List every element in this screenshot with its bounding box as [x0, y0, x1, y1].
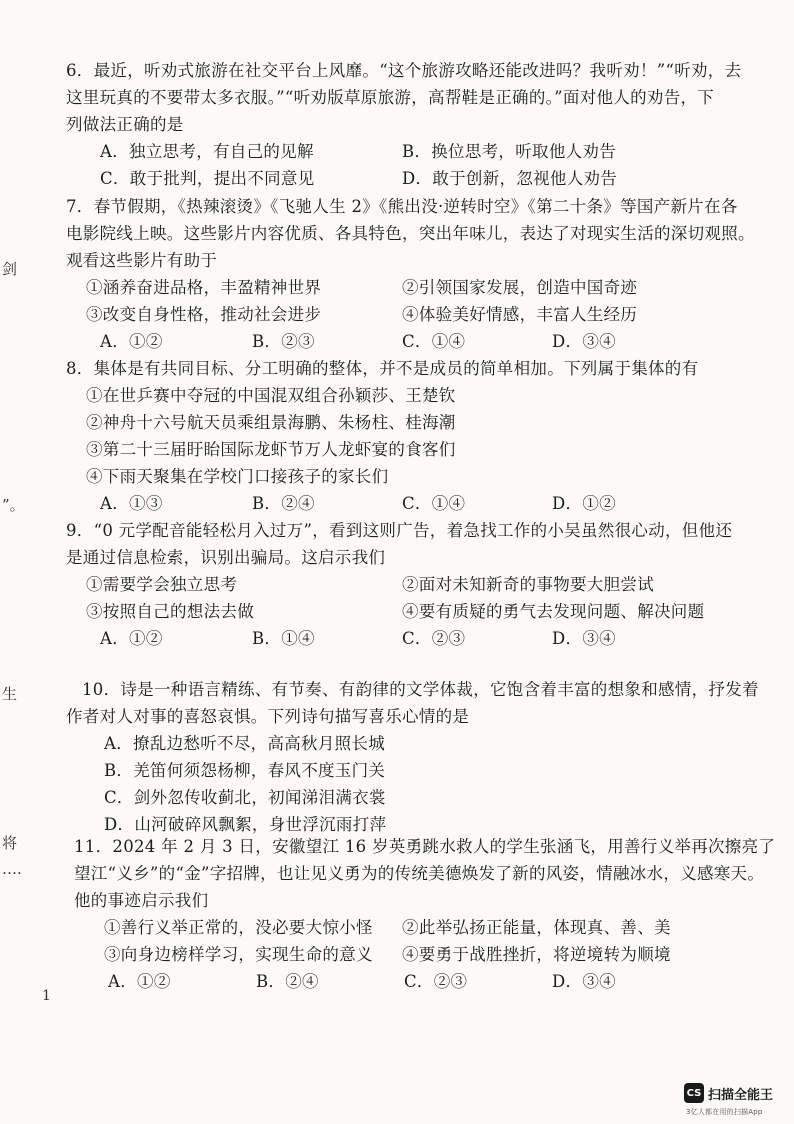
question-stem: 11．2024 年 2 月 3 日，安徽望江 16 岁英勇跳水救人的学生张涵飞，用善行义举再次擦亮了: [74, 837, 776, 856]
answer-c: C．①④: [402, 494, 466, 513]
answer-b: B．②③: [252, 332, 315, 351]
answer-d: D．①②: [552, 494, 616, 513]
option-c: C．敢于批判，提出不同意见: [100, 169, 315, 188]
scanner-watermark: [684, 1083, 773, 1103]
statement-item: ③改变自身性格，推动社会进步: [86, 305, 322, 324]
statement-item: ①涵养奋进品格，丰盈精神世界: [86, 278, 322, 297]
answer-a: A．①②: [100, 629, 163, 648]
page-number: 1: [42, 988, 51, 1004]
margin-mark: 剑: [2, 260, 18, 278]
question-stem: 这里玩真的不要带太多衣服。”“听劝版草原旅游，高帮鞋是正确的。”面对他人的劝告，下: [66, 88, 715, 107]
camscanner-logo-icon: CS: [684, 1083, 704, 1103]
answer-b: B．①④: [252, 629, 315, 648]
option-c: C．剑外忽传收蓟北，初闻涕泪满衣裳: [104, 788, 386, 807]
question-stem: 8．集体是有共同目标、分工明确的整体，并不是成员的简单相加。下列属于集体的有: [66, 359, 699, 378]
scanner-tagline: 3亿人都在用的扫描App: [686, 1108, 763, 1116]
statement-item: ①善行义举正常的，没必要大惊小怪: [104, 918, 373, 937]
margin-mark: ”。: [2, 496, 25, 514]
option-d: D．敢于创新，忽视他人劝告: [402, 169, 618, 188]
option-a: A．撩乱边愁听不尽，高高秋月照长城: [104, 734, 386, 753]
statement-item: ②面对未知新奇的事物要大胆尝试: [402, 575, 654, 594]
statement-item: ②此举弘扬正能量，体现真、善、美: [402, 918, 671, 937]
statement-item: ③第二十三届盱眙国际龙虾节万人龙虾宴的食客们: [86, 440, 456, 459]
statement-item: ④下雨天聚集在学校门口接孩子的家长们: [86, 467, 389, 486]
option-b: B．羌笛何须怨杨柳，春风不度玉门关: [104, 761, 386, 780]
question-stem: 7．春节假期，《热辣滚烫》《飞驰人生 2》《熊出没·逆转时空》《第二十条》等国产新片在各: [66, 197, 738, 216]
statement-item: ①需要学会独立思考: [86, 575, 238, 594]
margin-mark: 生: [2, 685, 18, 703]
answer-c: C．①④: [402, 332, 466, 351]
question-stem: 观看这些影片有助于: [66, 251, 218, 270]
answer-d: D．③④: [552, 332, 616, 351]
answer-a: A．①③: [100, 494, 163, 513]
question-stem: 作者对人对事的喜怒哀惧。下列诗句描写喜乐心情的是: [66, 707, 470, 726]
question-stem: 望江“义乡”的“金”字招牌，也让见义勇为的传统美德焕发了新的风姿，情融冰水，义感寒天。: [74, 864, 765, 883]
question-stem: 他的事迹启示我们: [74, 891, 209, 910]
question-stem: 9．“0 元学配音能轻松月入过万”，看到这则广告，着急找工作的小吴虽然很心动，但他还: [66, 521, 733, 540]
statement-item: ③向身边榜样学习，实现生命的意义: [104, 945, 373, 964]
question-stem: 6．最近，听劝式旅游在社交平台上风靡。“这个旅游攻略还能改进吗？我听劝！”“听劝，去: [66, 61, 742, 80]
option-b: B．换位思考，听取他人劝告: [402, 142, 617, 161]
answer-d: D．③④: [552, 972, 616, 991]
statement-item: ①在世乒赛中夺冠的中国混双组合孙颖莎、王楚钦: [86, 386, 456, 405]
statement-item: ④要有质疑的勇气去发现问题、解决问题: [402, 602, 705, 621]
question-stem: 电影院线上映。这些影片内容优质、各具特色，突出年味儿，表达了对现实生活的深切观照。: [66, 224, 755, 243]
answer-b: B．②④: [256, 972, 319, 991]
answer-c: C．②③: [402, 629, 466, 648]
statement-item: ②神舟十六号航天员乘组景海鹏、朱杨柱、桂海潮: [86, 413, 456, 432]
option-a: A．独立思考，有自己的见解: [100, 142, 314, 161]
statement-item: ④要勇于战胜挫折，将逆境转为顺境: [402, 945, 671, 964]
answer-a: A．①②: [108, 972, 171, 991]
question-stem: 列做法正确的是: [66, 115, 184, 134]
statement-item: ②引领国家发展，创造中国奇迹: [402, 278, 638, 297]
statement-item: ③按照自己的想法去做: [86, 602, 254, 621]
question-stem: 10．诗是一种语言精练、有节奏、有韵律的文学体裁，它饱含着丰富的想象和感情，抒发着: [82, 680, 759, 699]
option-d: D．山河破碎风飘絮，身世浮沉雨打萍: [104, 815, 387, 834]
scanner-app-name: 扫描全能王: [708, 1087, 774, 1103]
answer-d: D．③④: [552, 629, 616, 648]
question-stem: 是通过信息检索，识别出骗局。这启示我们: [66, 548, 386, 567]
margin-mark: ….: [2, 860, 22, 878]
answer-a: A．①②: [100, 332, 163, 351]
statement-item: ④体验美好情感，丰富人生经历: [402, 305, 638, 324]
margin-mark: 将: [2, 834, 18, 852]
answer-c: C．②③: [404, 972, 468, 991]
answer-b: B．②④: [252, 494, 315, 513]
